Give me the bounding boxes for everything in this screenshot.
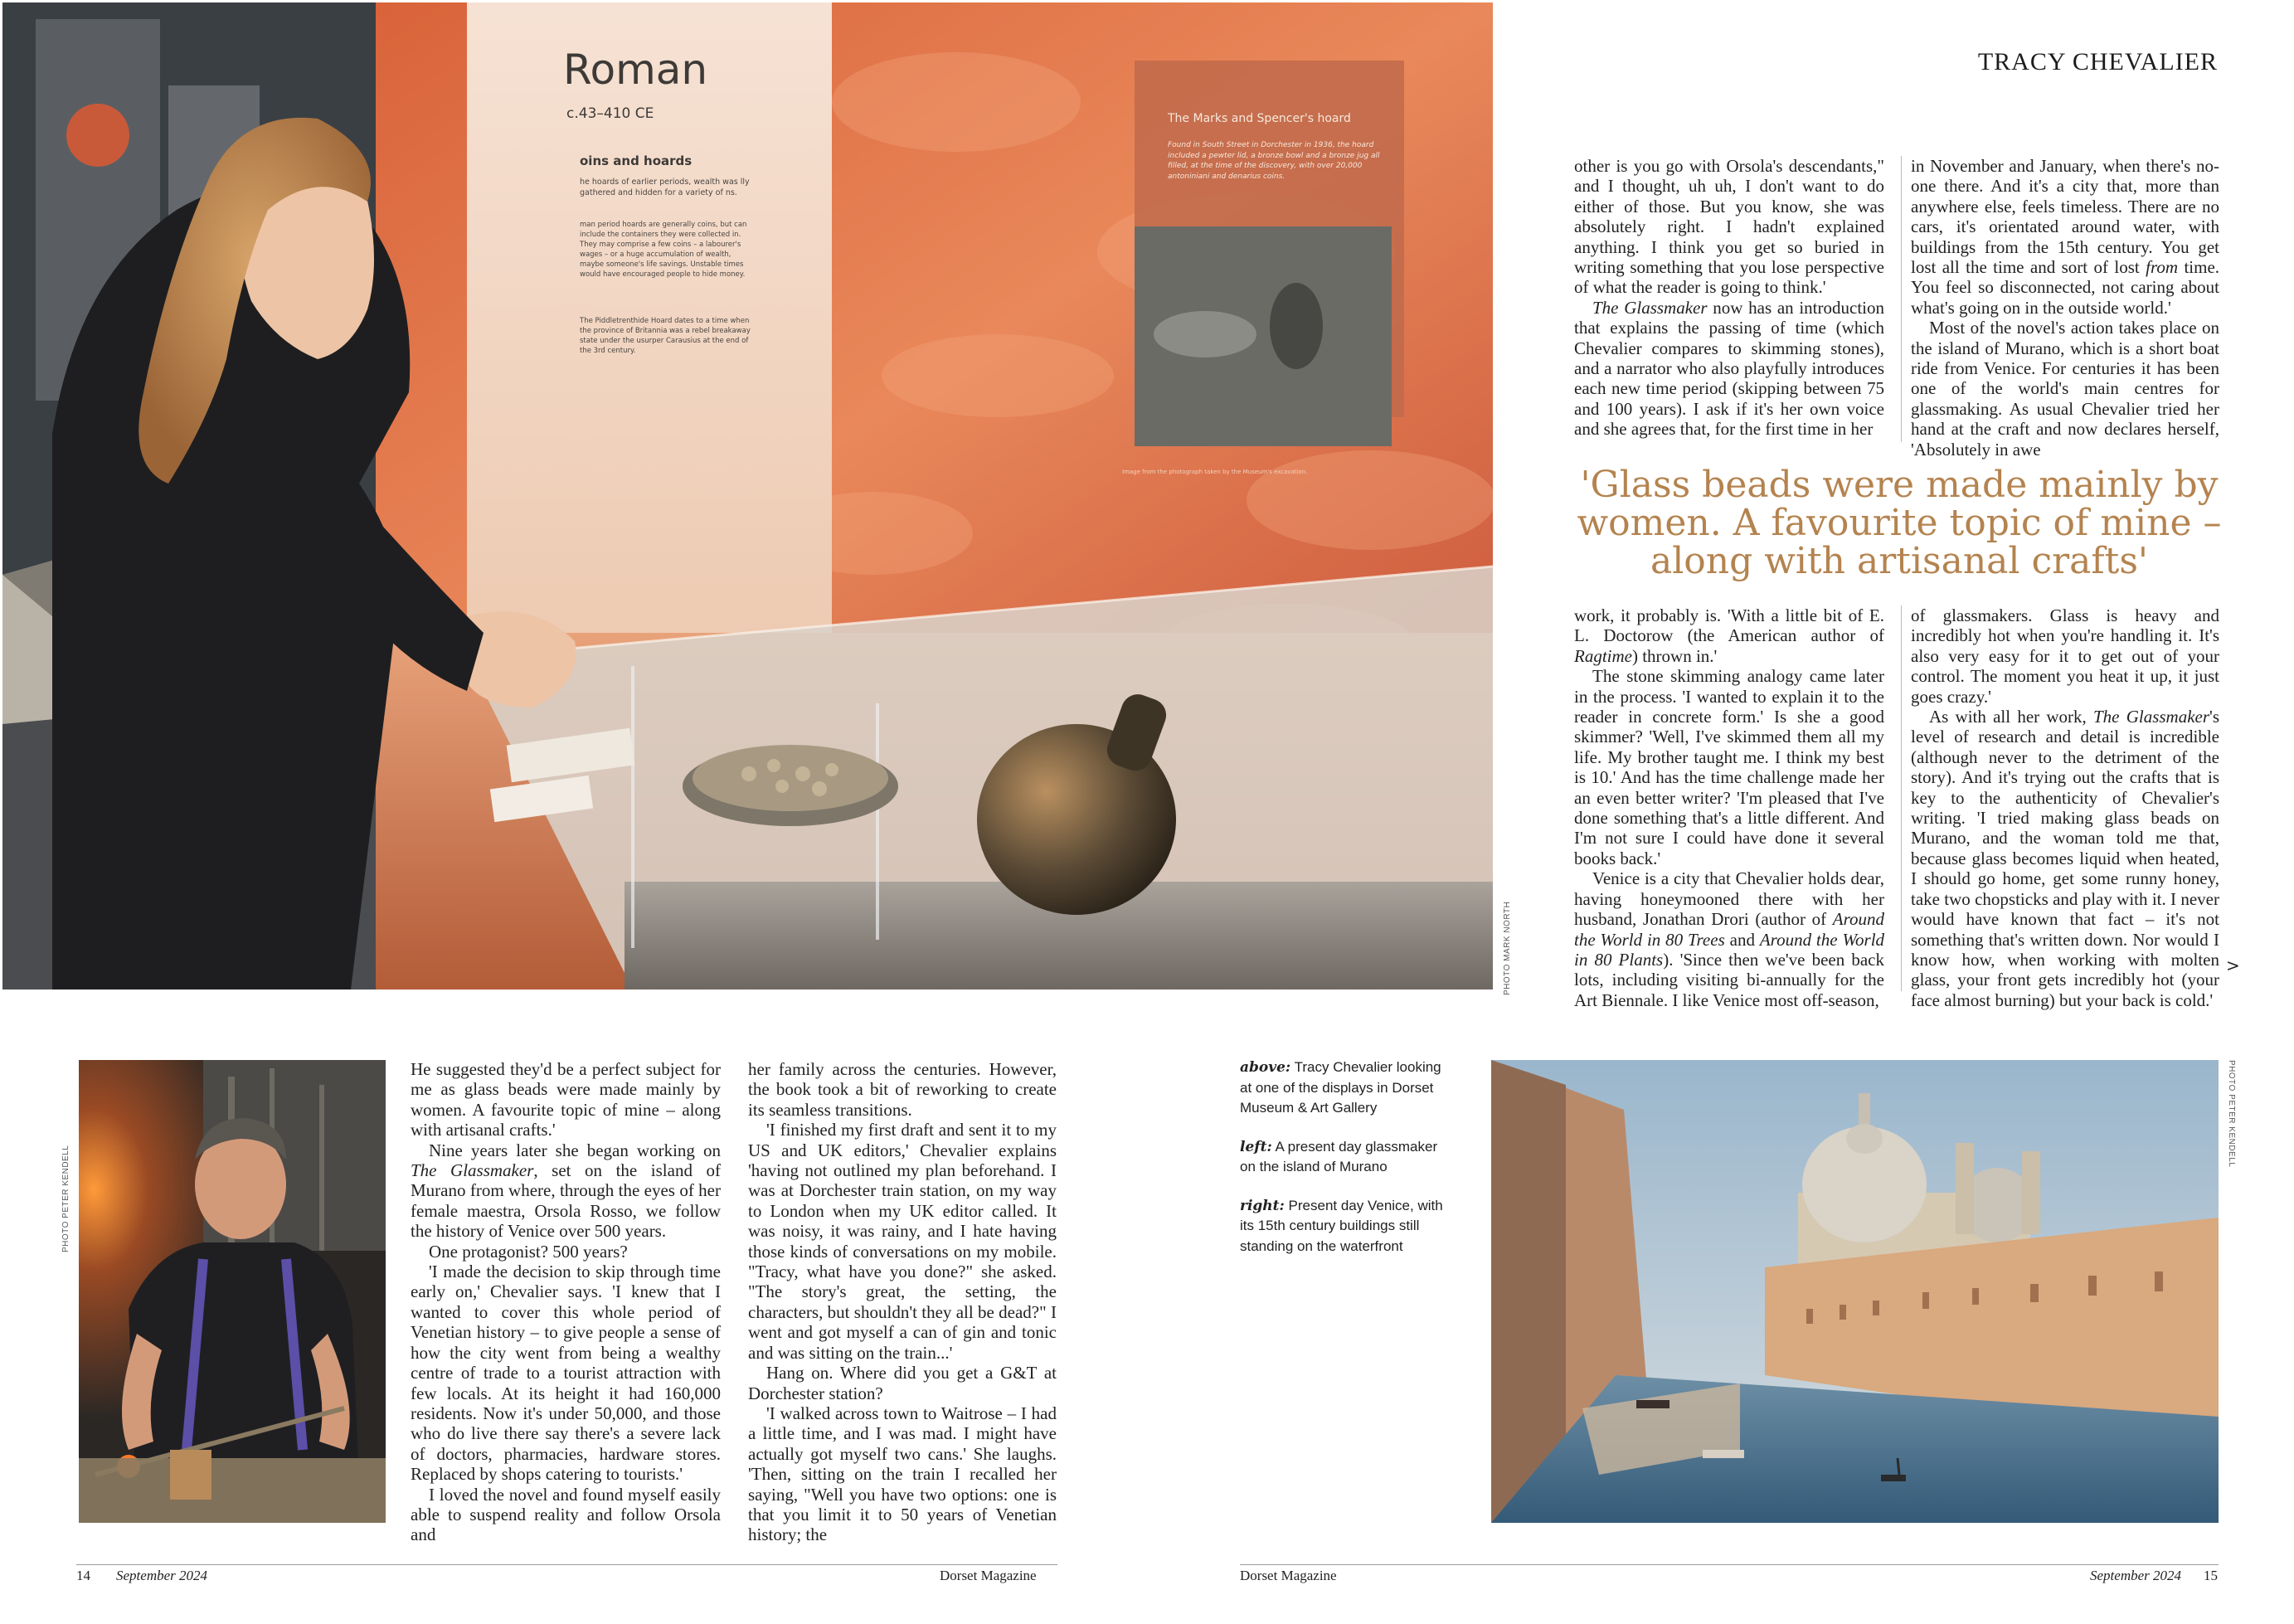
middle-col1-p3-a: Venice is a city that Chevalier holds dear, having honeymooned there with her husband, Jonathan Drori (author of xyxy=(1574,868,1884,930)
middle-col1-p3 xyxy=(1574,868,1884,1010)
lower-article-col-2 xyxy=(748,1059,1057,1545)
lower-col2-p4: 'I walked across town to Waitrose – I had a little time, and I was mad. I might have actually got myself two cans.' She laughs. 'Then, sitting on the train I recalled her saying, "Well you have two options: one is that you limit it to 50 years of Venetian history; the xyxy=(748,1403,1057,1545)
middle-col1-p1 xyxy=(1574,605,1884,666)
middle-col2-p2-a: As with all her work, xyxy=(1929,707,2087,727)
hoard-panel-title: The Marks and Spencer's hoard xyxy=(1168,112,1351,125)
caption-right-text: Present day Venice, with its 15th century buildings still standing on the waterfront xyxy=(1240,1197,1443,1254)
lower-col2-p2: 'I finished my first draft and sent it to my US and UK editors,' Chevalier explains 'having not outlined my plan beforehand. I was at Dorchester train station, on my way to London when my UK editor called. It was noisy, it was rainy, and I hate having those kinds of conversations on my mobile. "Tracy, what have you done?" she asked. "The story's great, the setting, the characters, but shouldn't they all be dead?" I went and got myself a can of gin and tonic and was sitting on the train...' xyxy=(748,1120,1057,1363)
caption-left xyxy=(1240,1137,1447,1178)
pull-quote: 'Glass beads were made mainly by women. A favourite topic of mine – along with artisanal crafts' xyxy=(1577,464,2222,582)
venice-scene xyxy=(1491,1060,2219,1523)
exhibit-subtitle: oins and hoards xyxy=(580,153,693,168)
lower-col1-p1: He suggested they'd be a perfect subject for me as glass beads were made mainly by women. A favourite topic of mine – along with artisanal crafts.' xyxy=(411,1059,721,1140)
lower-col1-book-title: The Glassmaker xyxy=(411,1160,534,1181)
glassmaker-scene xyxy=(79,1060,386,1523)
middle-col2-book-title: The Glassmaker xyxy=(2092,707,2210,727)
upper-col2-italic-word: from xyxy=(2146,257,2179,278)
upper-col2-p1-text: in November and January, when there's no-one there. And it's a city that, more than anywhere else, feels timeless. There are no cars, it's orientated around water, with buildings from the 15th century. You get lost all the time and sort of lost xyxy=(1911,156,2219,278)
exhibit-title: Roman xyxy=(563,46,708,94)
caption-above xyxy=(1240,1058,1447,1119)
footer-right-page-number: 15 xyxy=(2204,1568,2218,1583)
author-header: TRACY CHEVALIER xyxy=(1977,48,2218,75)
lower-col2-p3: Hang on. Where did you get a G&T at Dorchester station? xyxy=(748,1363,1057,1403)
lower-col1-p5: I loved the novel and found myself easily able to suspend reality and follow Orsola and xyxy=(411,1484,721,1545)
lower-col1-p2-a: Nine years later she began working on xyxy=(429,1140,721,1160)
lower-col1-p2-b: , set on the island of Murano from where, through the eyes of her female maestra, Orsola Rosso, we follow the history of Venice over 500 years. xyxy=(411,1160,721,1242)
exhibit-text-3: The Piddletrenthide Hoard dates to a time when the province of Britannia was a rebel breakaway state under the usurper Carausius at the end of the 3rd century. xyxy=(580,317,751,355)
middle-col1-book-2: Around the World in 80 Plants xyxy=(1574,929,1885,970)
upper-article-col-1 xyxy=(1574,156,1884,440)
upper-col2-p1-end: time. You feel so disconnected, not caring about what's going on in the outside world.' xyxy=(1911,257,2220,318)
caption-right xyxy=(1240,1196,1447,1257)
middle-col1-book-1: Around the World in 80 Trees xyxy=(1574,909,1885,950)
footer-left-magazine: Dorset Magazine xyxy=(940,1568,1037,1583)
caption-above-label: above: xyxy=(1240,1059,1291,1076)
caption-left-text: A present day glassmaker on the island of Murano xyxy=(1240,1138,1438,1174)
upper-col2-p2: Most of the novel's action takes place on the island of Murano, which is a short boat ride from Venice. For centuries it has been one of the world's main centres for glassmaking. As usual Chevalier tried her hand at the craft and now declares herself, 'Absolutely in awe xyxy=(1911,318,2219,459)
middle-col1-ragtime: Ragtime xyxy=(1574,645,1632,666)
middle-article-col-1 xyxy=(1574,605,1884,1010)
lower-col1-p3: One protagonist? 500 years? xyxy=(429,1241,628,1262)
glassmaker-photo-credit: PHOTO PETER KENDELL xyxy=(61,1145,70,1252)
upper-col1-p2 xyxy=(1574,298,1884,440)
footer-rule-right xyxy=(1240,1564,2219,1565)
hero-photo-credit: PHOTO MARK NORTH xyxy=(1503,901,1512,995)
footer-right-magazine: Dorset Magazine xyxy=(1240,1568,1337,1583)
venice-photo xyxy=(1491,1060,2219,1523)
exhibit-text-1: he hoards of earlier periods, wealth was lly gathered and hidden for a variety of ns. xyxy=(580,177,750,197)
continue-arrow-icon: > xyxy=(2226,955,2240,975)
glassmaker-photo xyxy=(79,1060,386,1523)
caption-above-text: Tracy Chevalier looking at one of the displays in Dorset Museum & Art Gallery xyxy=(1240,1059,1441,1116)
lower-article-col-1 xyxy=(411,1059,721,1545)
middle-col1-p1-a: work, it probably is. 'With a little bit of E. L. Doctorow (the American author of xyxy=(1574,605,1884,646)
hero-photo xyxy=(2,2,1493,989)
hoard-panel-caption: Image from the photograph taken by the Museum's excavation. xyxy=(1122,469,1308,475)
lower-col2-p1: her family across the centuries. However, the book took a bit of reworking to create its seamless transitions. xyxy=(748,1059,1057,1120)
middle-col2-p2-b: 's level of research and detail is incredible (although never to the detriment of the story). And it's trying out the crafts that is key to the authenticity of Chevalier's writing. 'I tried making glass beads on Murano, and the woman told me that, because glass becomes liquid when heated, I should go home, get some runny honey, take two chopsticks and play with it. I never would have known that fact – it's not something that's written down. Nor would I know how, when working with molten glass, your front gets incredibly hot (your face almost burning) but your back is cold.' xyxy=(1911,707,2219,1010)
middle-col1-p2: The stone skimming analogy came later in the process. 'I wanted to explain it to the reader in concrete form.' Is she a good skimmer? 'Well, I've skimmed them all my life. My brother taught me. I think my best is 10.' And has the time challenge made her an even better writer? 'I'm pleased that I've done something that's a little different. And I'm not sure I could have done it several books back.' xyxy=(1574,666,1884,868)
upper-article-col-2 xyxy=(1911,156,2219,459)
column-rule-upper xyxy=(1901,156,1902,442)
footer-left-page-number: 14 xyxy=(76,1568,90,1583)
middle-col2-p1: of glassmakers. Glass is heavy and incredibly hot when you're handling it. It's also very easy for it to get out of your control. The moment you heat it up, it just goes crazy.' xyxy=(1911,605,2219,707)
lower-col1-p2 xyxy=(411,1140,721,1242)
upper-col1-p1: other is you go with Orsola's descendants," and I thought, uh uh, I don't want to do either of those. But you know, she was absolutely right. I hadn't explained anything. I think you get so buried in writing something that you lose perspective of what the reader is going to think.' xyxy=(1574,156,1884,298)
middle-article-col-2 xyxy=(1911,605,2219,1010)
footer-rule-left xyxy=(76,1564,1057,1565)
upper-col2-p1 xyxy=(1911,156,2219,318)
upper-col1-p2-text: now has an introduction that explains the passing of time (which Chevalier compares to skimming stones), and a narrator who also playfully introduces each new time period (skipping between 75 and 100 years). I ask if it's her own voice and she agrees that, for the first time in her xyxy=(1574,297,1885,440)
middle-col2-p2 xyxy=(1911,707,2219,1010)
middle-col1-p1-b: ) thrown in.' xyxy=(1631,645,1718,666)
venice-photo-credit: PHOTO PETER KENDELL xyxy=(2227,1060,2236,1168)
caption-left-label: left: xyxy=(1240,1138,1272,1155)
footer-left-date: September 2024 xyxy=(116,1568,208,1583)
photo-captions xyxy=(1240,1058,1447,1257)
exhibit-dates: c.43–410 CE xyxy=(566,105,654,122)
middle-col1-p3-b: ). 'Since then we've been back lots, including visiting bi-annually for the Art Biennale. I like Venice most off-season, xyxy=(1574,949,1884,1010)
caption-right-label: right: xyxy=(1240,1197,1285,1214)
upper-col1-book-title: The Glassmaker xyxy=(1592,297,1708,318)
exhibit-text-2: man period hoards are generally coins, but can include the containers they were collected in. They may comprise a few coins – a labourer's wages – or a huge accumulation of wealth, maybe someone's life savings. Unstable times would have encouraged people to hide money. xyxy=(580,221,747,279)
middle-col1-and: and xyxy=(1729,929,1755,950)
footer-right-date: September 2024 xyxy=(2090,1568,2182,1583)
lower-col1-p4: 'I made the decision to skip through time early on,' Chevalier says. 'I knew that I wanted to cover this whole period of Venetian history – to give people a sense of how the city went from being a wealthy centre of trade to a tourist attraction with few locals. At its height it had 160,000 residents. Now it's under 50,000, and those who do live there say there's a severe lack of doctors, pharmacies, hardware stores. Replaced by shops catering to tourists.' xyxy=(411,1262,721,1485)
column-rule-middle xyxy=(1901,605,1902,991)
hoard-panel-text: Found in South Street in Dorchester in 1936, the hoard included a pewter lid, a bronze bowl and a bronze jug all filled, at the time of the discovery, with over 20,000 antoniniani and denarius coins. xyxy=(1168,141,1380,181)
